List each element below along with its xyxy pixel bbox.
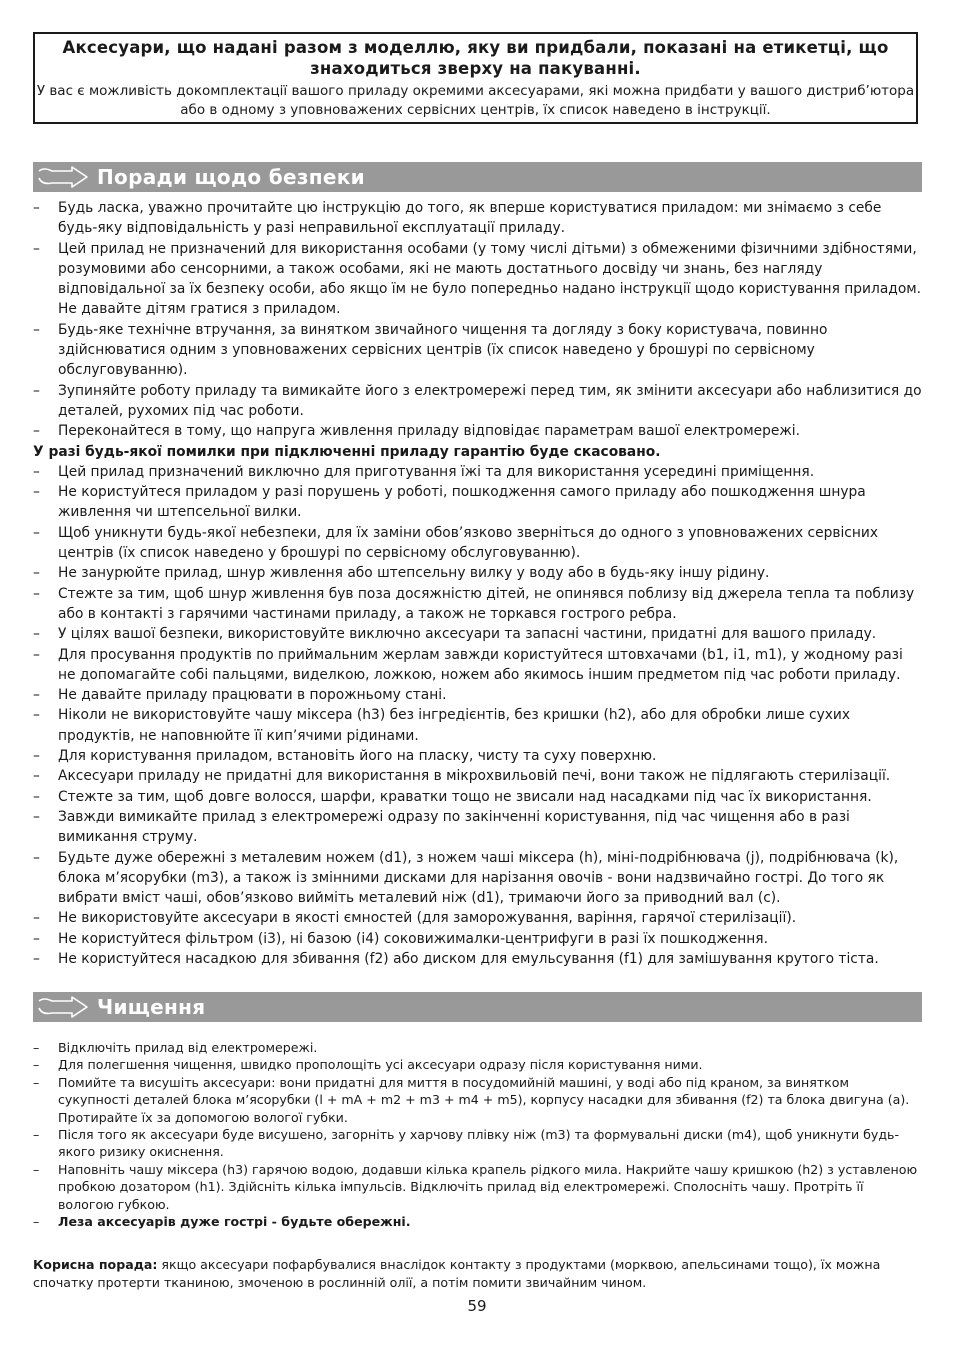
safety-list-item: – Переконайтеся в тому, що напруга живлення приладу відповідає параметрам вашої електромережі. (33, 421, 923, 441)
safety-list-item: – Будь ласка, уважно прочитайте цю інструкцію до того, як вперше користуватися приладом: ми знімаємо з себе будь-яку відповідальність у разі неправильної експлуатації приладу. (33, 198, 923, 239)
notice-title: Аксесуари, що надані разом з моделлю, яку ви придбали, показані на етикетці, що знаходиться зверху на пакуванні. (62, 38, 889, 78)
safety-list-item: – У цілях вашої безпеки, використовуйте виключно аксесуари та запасні частини, придатні для вашого приладу. (33, 624, 923, 644)
safety-list-item: – Не користуйтеся фільтром (i3), ні базою (i4) соковижималки-центрифуги в разі їх пошкодження. (33, 929, 923, 949)
safety-heading: Поради щодо безпеки (97, 165, 365, 189)
safety-list-item: – Завжди вимикайте прилад з електромережі одразу по закінченні користування, під час чищення або в разі вимикання струму. (33, 807, 923, 848)
cleaning-list-item: – Наповніть чашу міксера (h3) гарячою водою, додавши кілька крапель рідкого мила. Накрийте чашу кришкою (h2) з уставленою пробкою дозатором (h1). Здійсніть кілька імпульсів. Відключіть прилад від електромережі. Сполосніть чашу. Протріть її вологою губкою. (33, 1161, 923, 1213)
safety-list-item: – Не давайте приладу працювати в порожньому стані. (33, 685, 923, 705)
page-number: 59 (467, 1297, 487, 1315)
safety-list-item: – Не використовуйте аксесуари в якості ємностей (для заморожування, варіння, гарячої стерилізації). (33, 908, 923, 928)
safety-list-item: – Аксесуари приладу не придатні для використання в мікрохвильовій печі, вони також не підлягають стерилізації. (33, 766, 923, 786)
accessories-notice-box (33, 32, 918, 124)
safety-list-item: – Будьте дуже обережні з металевим ножем (d1), з ножем чаші міксера (h), міні-подрібнювача (j), подрібнювача (k), блока м’ясорубки (m3), а також із змінними дисками для нарізання овочів - вони надзвичайно гострі. До того як вибрати вміст чаші, обов’язково вийміть металевий ніж (d1), тримаючи його за приводний вал (c). (33, 848, 923, 909)
safety-section-header (33, 162, 922, 192)
cleaning-list-item: – Для полегшення чищення, швидко прополощіть усі аксесуари одразу після користування ними. (33, 1056, 923, 1073)
cleaning-list-item: – Леза аксесуарів дуже гострі - будьте обережні. (33, 1213, 923, 1230)
useful-tip (33, 1256, 918, 1292)
tip-text: якщо аксесуари пофарбувалися внаслідок контакту з продуктами (морквою, апельсинами тощо), їх можна спочатку протерти тканиною, змоченою в рослинній олії, а потім помити звичайним чином. (33, 1257, 881, 1290)
cleaning-list (33, 1039, 923, 1230)
safety-list-item: – Не користуйтеся приладом у разі порушень у роботі, пошкодження самого приладу або пошкодження шнура живлення чи штепсельної вилки. (33, 482, 923, 523)
safety-list-item: У разі будь-якої помилки при підключенні приладу гарантію буде скасовано. (33, 443, 661, 460)
safety-list-item: – Для просування продуктів по приймальним жерлам завжди користуйтеся штовхачами (b1, i1, m1), у жодному разі не допомагайте собі пальцями, виделкою, ложкою, ножем або якимось іншим предметом під час роботи приладу. (33, 645, 923, 686)
tip-label: Корисна порада: (33, 1257, 158, 1272)
safety-list-item: – Ніколи не використовуйте чашу міксера (h3) без інгредієнтів, без кришки (h2), або для обробки лише сухих продуктів, не наповнюйте її кип’ячими рідинами. (33, 705, 923, 746)
safety-list-item: – Будь-яке технічне втручання, за винятком звичайного чищення та догляду з боку користувача, повинно здійснюватися одним з уповноважених сервісних центрів (їх список наведено у брошурі по сервісному обслуговуванню). (33, 320, 923, 381)
notice-body: У вас є можливість докомплектації вашого приладу окремими аксесуарами, які можна придбати у вашого дистриб’ютора або в одному з уповноважених сервісних центрів, їх список наведено в інструкції. (36, 83, 915, 118)
cleaning-list-item: – Відключіть прилад від електромережі. (33, 1039, 923, 1056)
safety-list-item: – Не користуйтеся насадкою для збивання (f2) або диском для емульсування (f1) для замішування крутого тіста. (33, 949, 923, 969)
safety-list-item: – Цей прилад не призначений для використання особами (у тому числі дітьми) з обмеженими фізичними здібностями, розумовими або сенсорними, а також особами, які не мають достатнього досвіду чи знань, без нагляду відповідальної за їх безпеку особи, або якщо їм не було попередньо надано інструкції щодо користування приладом. Не давайте дітям гратися з приладом. (33, 239, 923, 320)
cleaning-list-item: – Помийте та висушіть аксесуари: вони придатні для миття в посудомийній машині, у воді або під краном, за винятком сукупності деталей блока м’ясорубки (l + mA + m2 + m3 + m4 + m5), корпусу насадки для збивання (f2) та блока двигуна (a). Протирайте їх за допомогою вологої губки. (33, 1074, 923, 1126)
arrow-icon (36, 995, 90, 1019)
safety-list-item: – Не занурюйте прилад, шнур живлення або штепсельну вилку у воду або в будь-яку іншу рідину. (33, 563, 923, 583)
cleaning-list-item: – Після того як аксесуари буде висушено, загорніть у харчову плівку ніж (m3) та формувальні диски (m4), щоб уникнути будь-якого ризику окиснення. (33, 1126, 923, 1161)
arrow-icon (36, 165, 90, 189)
safety-list-item: – Для користування приладом, встановіть його на пласку, чисту та суху поверхню. (33, 746, 923, 766)
safety-list-item: – Зупиняйте роботу приладу та вимикайте його з електромережі перед тим, як змінити аксесуари або наблизитися до деталей, рухомих під час роботи. (33, 381, 923, 422)
safety-list-item: – Стежте за тим, щоб довге волосся, шарфи, краватки тощо не звисали над насадками під час їх використання. (33, 787, 923, 807)
safety-list-item: – Цей прилад призначений виключно для приготування їжі та для використання усередині приміщення. (33, 462, 923, 482)
safety-list-item: – Стежте за тим, щоб шнур живлення був поза досяжністю дітей, не опинявся поблизу від джерела тепла та поблизу або в контакті з гарячими частинами приладу, а також не торкався гострого ребра. (33, 584, 923, 625)
cleaning-heading: Чищення (97, 995, 206, 1019)
cleaning-section-header (33, 992, 922, 1022)
safety-list (33, 198, 923, 969)
safety-list-item: – Щоб уникнути будь-якої небезпеки, для їх заміни обов’язково зверніться до одного з уповноважених сервісних центрів (їх список наведено у брошурі по сервісному обслуговуванню). (33, 523, 923, 564)
